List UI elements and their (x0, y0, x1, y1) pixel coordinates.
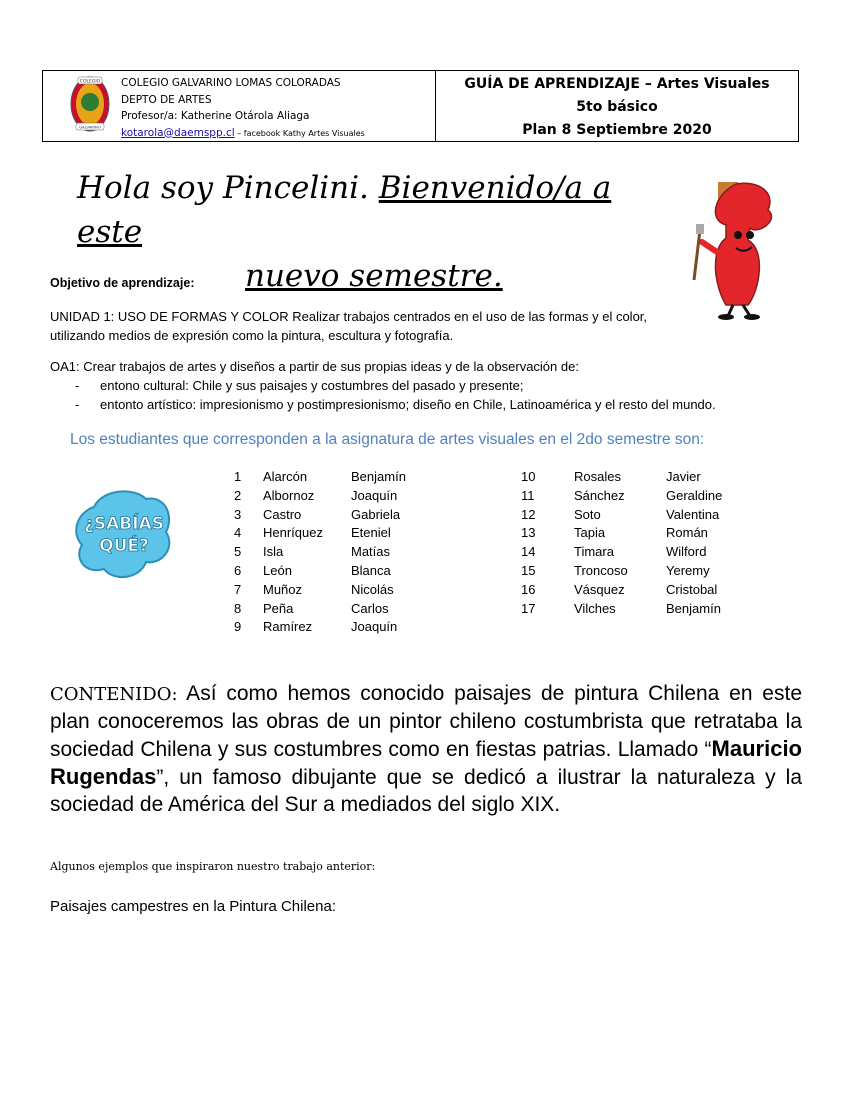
teacher-name: Profesor/a: Katherine Otárola Aliaga (121, 110, 310, 122)
painter-name: Mauricio Rugendas (50, 736, 802, 789)
logo-text-top: COLEGIO (79, 79, 101, 85)
contenido-paragraph (50, 680, 802, 818)
logo-text-bottom: GALVARINO (79, 124, 101, 130)
examples-caption: Algunos ejemplos que inspiraron nuestro trabajo anterior: (50, 860, 376, 873)
header-left-cell (43, 71, 436, 141)
header-table (42, 70, 799, 142)
sabias-que-cloud-icon (74, 487, 174, 582)
students-list-left (234, 468, 406, 637)
school-name: COLEGIO GALVARINO LOMAS COLORADAS (121, 77, 341, 89)
guide-title: GUÍA DE APRENDIZAJE – Artes Visuales (464, 76, 770, 92)
objective-heading: Objetivo de aprendizaje: (50, 276, 195, 290)
title-greeting: Hola soy Pincelini. (77, 170, 379, 206)
oa1-bullet: - entonto artístico: impresionismo y postimpresionismo; diseño en Chile, Latinoamérica y el resto del mundo. (75, 397, 716, 412)
student-row: 14 Timara Wilford (521, 544, 707, 560)
student-row: 15 Troncoso Yeremy (521, 562, 710, 578)
plan-label: Plan 8 Septiembre 2020 (522, 122, 712, 138)
facebook-text: – facebook Kathy Artes Visuales (234, 128, 365, 138)
contenido-text-1: Así como hemos conocido paisajes de pintura Chilena en este plan conoceremos las obras de un pintor chileno costumbrista que retrataba la sociedad Chilena y sus costumbres como en fiestas patrias. Llamado “ (50, 682, 802, 761)
student-row: 16 Vásquez Cristobal (521, 581, 718, 597)
unit-description: UNIDAD 1: USO DE FORMAS Y COLOR Realizar trabajos centrados en el uso de las formas y el color, utilizando medios de expresión como la pintura, escultura y fotografía. (50, 309, 648, 343)
student-row: 6 León Blanca (234, 562, 391, 578)
student-row: 11 Sánchez Geraldine (521, 487, 723, 503)
email-link[interactable]: kotarola@daemspp.cl (121, 126, 235, 139)
students-list-right (521, 468, 722, 618)
school-logo (69, 75, 111, 133)
student-row: 7 Muñoz Nicolás (234, 581, 394, 597)
header-right-cell (436, 71, 798, 141)
pincelini-mascot-icon (688, 180, 788, 320)
student-row: 3 Castro Gabriela (234, 506, 401, 522)
oa1-text: OA1: Crear trabajos de artes y diseños a partir de sus propias ideas y de la observación de: (50, 359, 579, 374)
student-row: 10 Rosales Javier (521, 469, 701, 484)
paisajes-heading: Paisajes campestres en la Pintura Chilena: (50, 898, 336, 915)
student-row: 9 Ramírez Joaquín (234, 619, 398, 635)
oa1-bullet: - entono cultural: Chile y sus paisajes y costumbres del pasado y presente; (75, 378, 524, 393)
student-row: 12 Soto Valentina (521, 506, 720, 522)
student-row: 4 Henríquez Eteniel (234, 525, 391, 541)
oa1-section (50, 357, 810, 414)
student-row: 17 Vilches Benjamín (521, 600, 721, 616)
students-heading: Los estudiantes que corresponden a la asignatura de artes visuales en el 2do semestre son: (70, 431, 705, 448)
student-row: 13 Tapia Román (521, 525, 708, 541)
student-row: 2 Albornoz Joaquín (234, 487, 398, 503)
contenido-text-2: ”, un famoso dibujante que se dedicó a ilustrar la naturaleza y la sociedad de América del Sur a mediados del siglo XIX. (50, 766, 802, 816)
student-row: 8 Peña Carlos (234, 600, 389, 616)
contenido-label: CONTENIDO: (50, 684, 178, 705)
sabias-line1: ¿SABÍAS (84, 514, 164, 534)
sabias-line2: QUÉ? (99, 536, 149, 556)
title-welcome: Bienvenido/a a este (77, 170, 612, 250)
student-row: 1 Alarcón Benjamín (234, 469, 406, 484)
title-semester: nuevo semestre. (245, 258, 503, 294)
grade-label: 5to básico (576, 99, 658, 115)
department: DEPTO DE ARTES (121, 93, 212, 106)
student-row: 5 Isla Matías (234, 544, 391, 560)
